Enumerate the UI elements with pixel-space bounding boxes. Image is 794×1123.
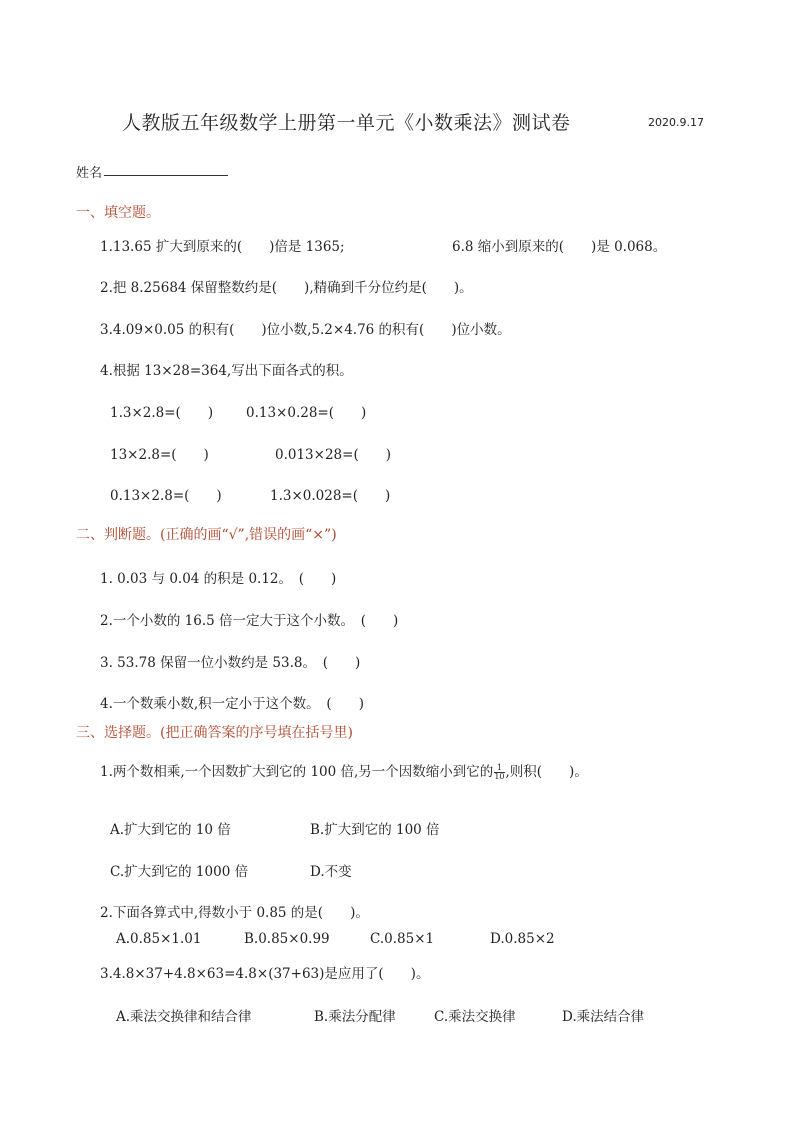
s1-question-4: 4.根据 13×28=364,写出下面各式的积。 — [100, 363, 353, 379]
s1-question-2: 2.把 8.25684 保留整数约是( ),精确到千分位约是( )。 — [100, 280, 473, 296]
s3-q2-option: A.0.85×1.01 — [116, 931, 202, 947]
s1-q4-item: 0.13×0.28=( ) — [246, 405, 367, 421]
page-title: 人教版五年级数学上册第一单元《小数乘法》测试卷 — [122, 112, 571, 134]
s2-item: 3. 53.78 保留一位小数约是 53.8。 ( ) — [100, 655, 361, 671]
fraction-one-tenth — [494, 764, 504, 781]
s2-item: 4.一个数乘小数,积一定小于这个数。 ( ) — [100, 696, 364, 712]
s1-q4-item: 0.13×2.8=( ) — [110, 488, 222, 504]
s1-question-1b: 6.8 缩小到原来的( )是 0.068。 — [452, 239, 667, 255]
s3-question-1 — [100, 760, 588, 781]
name-label: 姓名 — [76, 166, 103, 181]
s3-q1-suffix: ,则积( )。 — [505, 764, 588, 780]
s3-q1-prefix: 1.两个数相乘,一个因数扩大到它的 100 倍,另一个因数缩小到它的 — [100, 764, 494, 780]
s3-q3-option: D.乘法结合律 — [562, 1009, 645, 1025]
date-label: 2020.9.17 — [648, 116, 704, 129]
s3-q2-option: D.0.85×2 — [490, 931, 555, 947]
s1-q4-item: 1.3×2.8=( ) — [110, 405, 214, 421]
s3-q3-option: C.乘法交换律 — [434, 1009, 516, 1025]
s1-question-3: 3.4.09×0.05 的积有( )位小数,5.2×4.76 的积有( )位小数。 — [100, 322, 511, 338]
s3-q3-option: B.乘法分配律 — [314, 1009, 396, 1025]
s1-q4-item: 13×2.8=( ) — [110, 447, 209, 463]
s3-q2-option: B.0.85×0.99 — [244, 931, 330, 947]
s1-q4-item: 0.013×28=( ) — [275, 447, 391, 463]
name-blank-line[interactable] — [104, 175, 228, 176]
fraction-denominator: 10 — [494, 772, 505, 781]
section1-heading: 一、填空题。 — [76, 205, 160, 221]
fraction-numerator: 1 — [494, 764, 504, 773]
s3-q2-option: C.0.85×1 — [370, 931, 435, 947]
s2-item: 2.一个小数的 16.5 倍一定大于这个小数。 ( ) — [100, 613, 399, 629]
s3-q1-option: C.扩大到它的 1000 倍 — [110, 864, 249, 880]
s3-q1-option: D.不变 — [310, 864, 352, 880]
s1-q4-item: 1.3×0.028=( ) — [270, 488, 391, 504]
section3-heading: 三、选择题。(把正确答案的序号填在括号里) — [76, 725, 353, 741]
s1-question-1a: 1.13.65 扩大到原来的( )倍是 1365; — [100, 239, 345, 255]
s3-q3-option: A.乘法交换律和结合律 — [116, 1009, 252, 1025]
s3-q1-option: B.扩大到它的 100 倍 — [310, 822, 440, 838]
s2-item: 1. 0.03 与 0.04 的积是 0.12。 ( ) — [100, 571, 337, 587]
s3-q1-option: A.扩大到它的 10 倍 — [110, 822, 231, 838]
s3-question-2: 2.下面各算式中,得数小于 0.85 的是( )。 — [100, 905, 369, 921]
s3-question-3: 3.4.8×37+4.8×63=4.8×(37+63)是应用了( )。 — [100, 966, 430, 982]
section2-heading: 二、判断题。(正确的画“√”,错误的画“×”) — [76, 527, 337, 543]
